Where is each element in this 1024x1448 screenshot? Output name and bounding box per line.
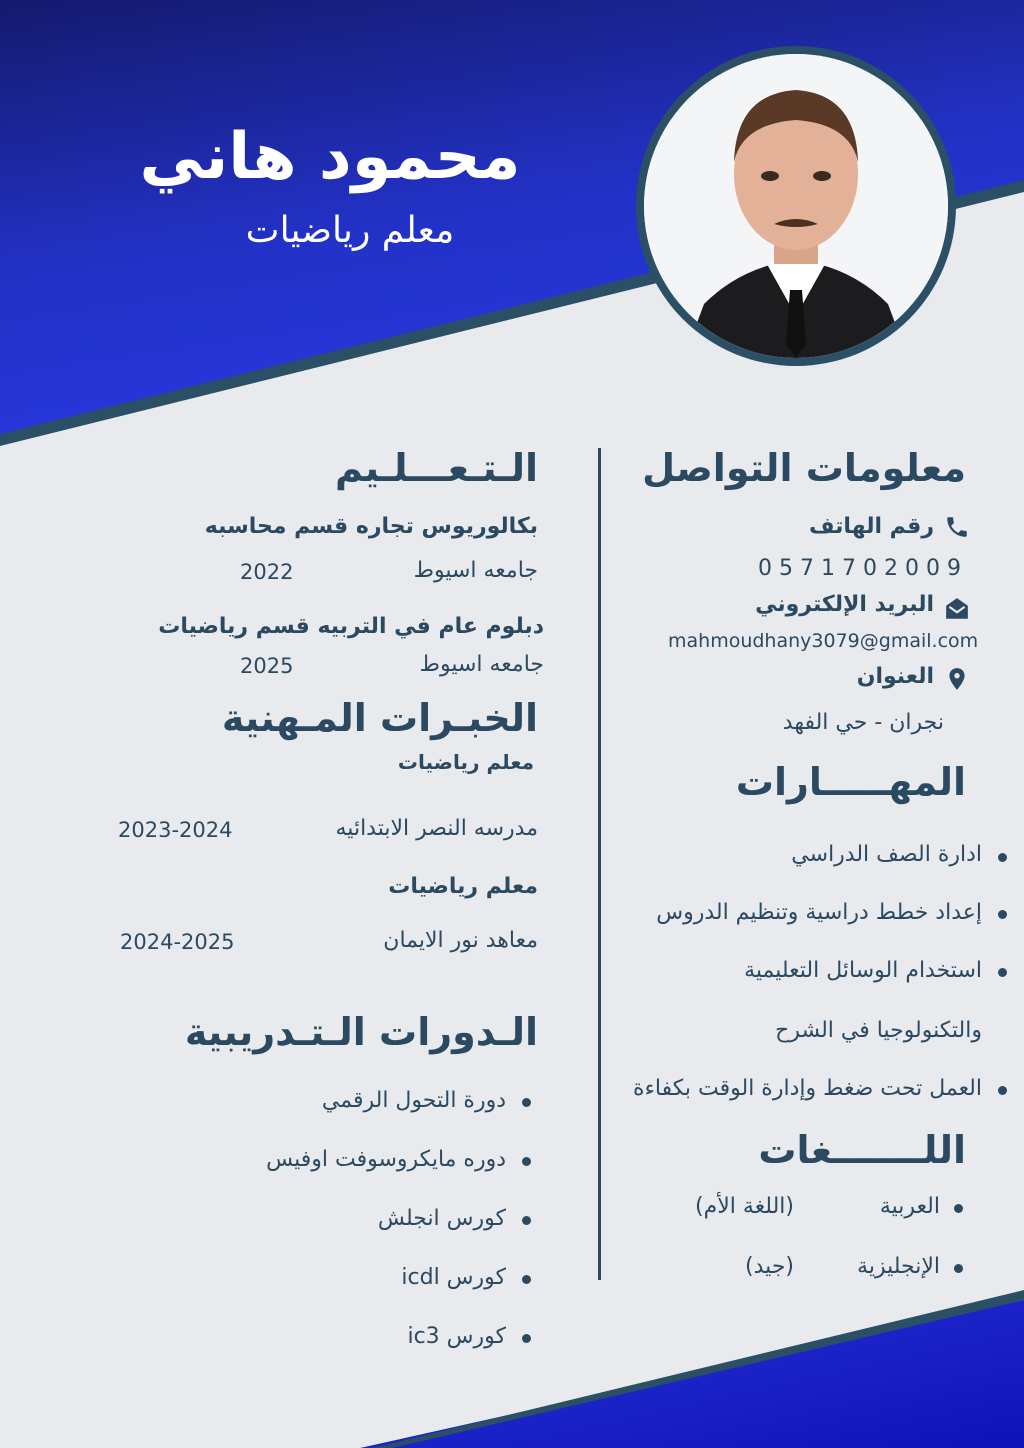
- experience-period: 2024-2025: [120, 930, 235, 954]
- education-heading: الـتـعـــلـيم: [334, 446, 538, 490]
- language-name: الإنجليزية: [857, 1254, 940, 1279]
- experience-period: 2023-2024: [118, 818, 233, 842]
- person-name: محمود هاني: [139, 120, 521, 194]
- course-item: كورس ic3: [407, 1324, 506, 1349]
- course-bullet: [522, 1157, 531, 1166]
- education-year: 2022: [240, 560, 294, 584]
- course-bullet: [522, 1334, 531, 1343]
- course-item: كورس انجلش: [377, 1206, 506, 1231]
- person-portrait-icon: [644, 54, 948, 358]
- profile-photo: [636, 46, 956, 366]
- skills-heading: المهـــــارات: [735, 760, 966, 804]
- education-year: 2025: [240, 654, 294, 678]
- course-bullet: [522, 1098, 531, 1107]
- skill-item: إعداد خطط دراسية وتنظيم الدروس: [656, 900, 982, 925]
- education-degree: بكالوريوس تجاره قسم محاسبه: [204, 514, 538, 539]
- job-title: معلم رياضيات: [245, 210, 455, 251]
- experience-role: معلم رياضيات: [397, 750, 534, 774]
- skill-bullet: [998, 853, 1007, 862]
- language-bullet: [954, 1204, 963, 1213]
- experience-place: معاهد نور الايمان: [383, 928, 538, 953]
- skill-bullet: [998, 968, 1007, 977]
- contact-heading: معلومات التواصل: [642, 446, 966, 490]
- language-level: (اللغة الأم): [695, 1194, 794, 1219]
- column-divider: [598, 448, 601, 1280]
- education-school: جامعه اسيوط: [413, 558, 538, 583]
- phone-label: رقم الهاتف: [808, 514, 934, 539]
- education-school: جامعه اسيوط: [419, 652, 544, 677]
- course-item: دورة التحول الرقمي: [321, 1088, 506, 1113]
- language-name: العربية: [879, 1194, 940, 1219]
- experience-role: معلم رياضيات: [388, 874, 538, 899]
- course-bullet: [522, 1275, 531, 1284]
- languages-heading: اللـــــــغات: [758, 1128, 966, 1172]
- address-value: نجران - حي الفهد: [782, 710, 944, 735]
- language-level: (جيد): [745, 1254, 794, 1279]
- location-pin-icon: [944, 666, 970, 692]
- experience-place: مدرسه النصر الابتدائيه: [335, 816, 538, 841]
- skill-item: العمل تحت ضغط وإدارة الوقت بكفاءة: [633, 1076, 982, 1101]
- envelope-icon: [944, 596, 970, 622]
- course-item: دوره مايكروسوفت اوفيس: [266, 1147, 506, 1172]
- phone-icon: [944, 514, 970, 540]
- experience-heading: الخبـرات المـهنية: [221, 696, 538, 740]
- course-item: كورس icdl: [401, 1265, 506, 1290]
- course-bullet: [522, 1216, 531, 1225]
- skill-item: ادارة الصف الدراسي: [791, 842, 982, 867]
- skill-item: استخدام الوسائل التعليمية: [744, 958, 982, 983]
- skill-bullet: [998, 910, 1007, 919]
- skill-bullet: [998, 1086, 1007, 1095]
- address-label: العنوان: [856, 664, 934, 689]
- education-degree: دبلوم عام في التربيه قسم رياضيات: [158, 614, 544, 639]
- skill-item-continued: والتكنولوجيا في الشرح: [775, 1018, 982, 1043]
- email-value[interactable]: mahmoudhany3079@gmail.com: [668, 630, 979, 652]
- phone-value[interactable]: 0571702009: [758, 556, 968, 581]
- courses-heading: الـدورات الـتـدريبية: [184, 1010, 538, 1054]
- email-label: البريد الإلكتروني: [755, 592, 934, 617]
- language-bullet: [954, 1264, 963, 1273]
